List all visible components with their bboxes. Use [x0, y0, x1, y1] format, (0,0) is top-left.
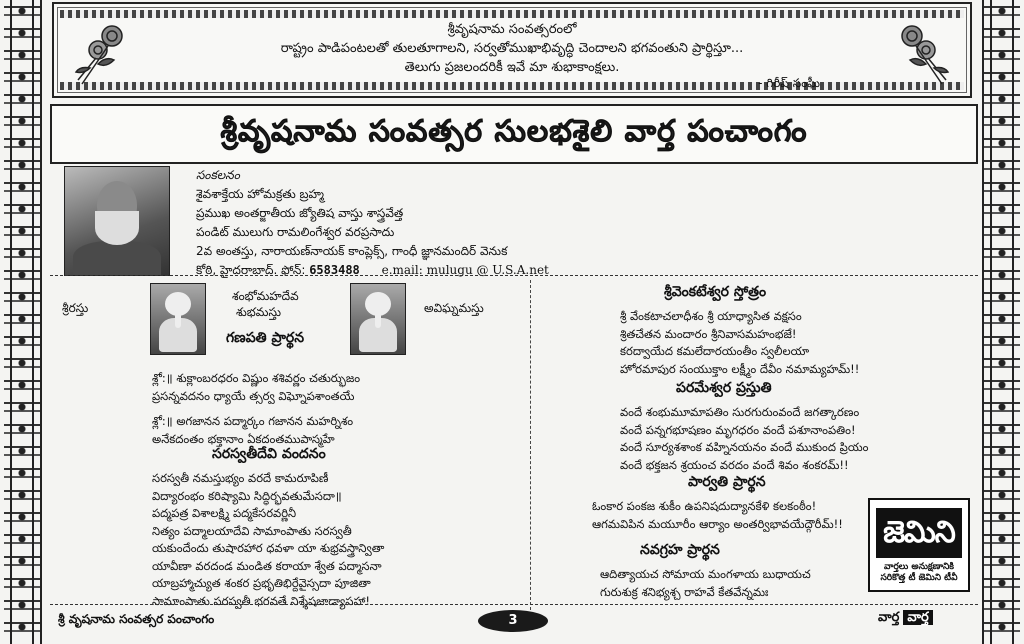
gemini-logo: జెమిని: [876, 508, 962, 558]
phone-number: 6583488: [309, 263, 360, 277]
ganesha-image: [150, 283, 206, 355]
parvati-verses: [592, 498, 843, 533]
verse-line: యాబ్రహ్మాచ్యుత శంకర ప్రభృతిభిర్దేవైస్సదా పూజితా: [152, 576, 371, 590]
author-block: [196, 166, 549, 280]
greeting-banner: [52, 2, 972, 98]
banner-line: శ్రీవృషనామ సంవత్సరంలో: [447, 22, 577, 37]
banner-signature: - గిరీష్ సంఘీ: [758, 76, 820, 90]
footer-divider: [50, 604, 978, 605]
verse-line: కరద్వాయేద కమలేదారయంతీం స్వలీలయా: [620, 344, 810, 358]
subham-text: శుభమస్తు: [236, 305, 282, 319]
author-contact: [196, 261, 549, 280]
verse-line: ఆదిత్యాయచ సోమాయ మంగళాయ బుధాయచ: [600, 567, 811, 581]
srirastu-text: శ్రీరస్తు: [62, 301, 89, 315]
verse-line: ప్రసన్నవదనం ధ్యాయే త్సర్వ విఘ్నోపశాంతయే: [152, 388, 355, 403]
page-number: 3: [478, 610, 548, 632]
verse-line: నిత్యం పద్మాలయాదేవి సామాంపాతు సరస్వతీ: [152, 523, 352, 538]
verse-line: వందే భక్తజన శ్రయంచ వరదం వందే శివం శంకరమ్!!: [620, 457, 849, 472]
subham-text: శంభోమహదేవ: [232, 289, 299, 303]
navagraha-verses: [600, 566, 811, 601]
banner-line: రాష్ట్రం పాడిపంటలతో తులతూగాలని, సర్వతోముఖాభివృద్ధి చెందాలని భగవంతుని ప్రార్థిస్తూ...: [280, 41, 744, 56]
verse-line: విద్యారంభం కరిష్యామి సిద్ధిర్భవతుమేసదా॥: [152, 488, 342, 503]
venkatesa-verses: [620, 308, 859, 378]
verse-line: శ్రితచేతన మందారం శ్రీనివాసమహంభజే!: [620, 326, 797, 341]
email-text: e.mail: mulugu @ U.S.A.net: [381, 263, 549, 277]
ad-tagline: వార్తలు అనుక్షణానికి సరికొత్త టీ జెమిని టీవీ: [880, 562, 958, 583]
author-label: సంకలనం: [196, 168, 240, 182]
banner-text: [154, 20, 870, 77]
ganapati-verses: [152, 370, 360, 448]
verse-line: వందే శంభుమూమాపతిం సురగురుంవందే జగత్కారణం: [620, 405, 860, 419]
verse-line: అనేకదంతం భక్తానాం ఏకదంతముపాస్మహే: [152, 431, 335, 446]
verse-line: సరస్వతీ నమస్తుభ్యం వరదే కామరూపిణీ: [152, 471, 329, 485]
verse-gap: [152, 405, 360, 413]
phone-label: ఫోన్:: [281, 263, 306, 277]
verse-line: వందే సూర్యశశాంక వహ్నినయనం వందే ముకుంద ప్రియం: [620, 440, 869, 454]
masthead-logo: వార్త: [903, 610, 932, 625]
verse-line: శ్లో:॥ అగజానన పద్మార్కం గజానన మహర్నిశం: [152, 414, 354, 428]
parameswara-verses: [620, 404, 868, 474]
left-decorative-border: [4, 0, 42, 644]
rose-flower-icon: [876, 18, 956, 90]
ganapati-heading: గణపతి ప్రార్థన: [226, 330, 305, 346]
saraswati-verses: [152, 470, 384, 610]
masthead-text: వార్త: [878, 610, 900, 625]
parameswara-heading: పరమేశ్వర ప్రస్తుతి: [676, 380, 772, 396]
verse-line: యకుందేందు తుషారహార ధవళా యా శుభ్రవస్త్రాన్వితా: [152, 541, 385, 555]
parvati-heading: పార్వతి ప్రార్థన: [688, 474, 766, 490]
section-divider: [50, 275, 978, 276]
page-title: శ్రీవృషనామ సంవత్సర సులభశైలి వార్త పంచాంగం: [220, 114, 808, 149]
verse-line: శ్రీ వేంకటాచలాధీశం శ్రీ యాధ్యాసిత వక్షసం: [620, 309, 802, 323]
verse-line: యావీణా వరదండ మండిత కరాయా శ్వేత పద్మాసనా: [152, 558, 382, 573]
rose-flower-icon: [68, 18, 148, 90]
banner-line: తెలుగు ప్రజలందరికీ ఇవే మా శుభాకాంక్షలు.: [404, 60, 620, 75]
verse-line: హోరమాపుర సంయుక్తాం లక్ష్మీం దేవీం నమామ్యహమ్!!: [620, 361, 860, 376]
verse-line: వందే పన్నగభూషణం మృగధరం వందే పశూనాంపతిం!: [620, 422, 856, 437]
banner-strip-bottom: [60, 82, 964, 90]
verse-line: ఓంకార పంకజ శుకీం ఉపనిషదుద్యానకేళి కలకంఠీం!: [592, 499, 817, 513]
gemini-advertisement[interactable]: [868, 498, 970, 592]
navagraha-heading: నవగ్రహ ప్రార్థన: [640, 542, 720, 558]
author-line: 2వ అంతస్తు, నారాయణ్‌నాయక్ కాంప్లెక్స్, గాంధీ జ్ఞానమందిర్ వెనుక: [196, 244, 508, 258]
author-line: పండిట్ ములుగు రామలింగేశ్వర వరప్రసాదు: [196, 225, 395, 239]
author-city: కోఠి, హైదరాబాద్.: [196, 263, 278, 277]
saraswati-heading: సరస్వతీదేవి వందనం: [212, 446, 326, 462]
verse-line: గురుశుక్ర శనిభ్యశ్చ రాహవే కేతవేన్నమః: [600, 584, 769, 599]
verse-line: సామాంపాతు సరస్వతీ భగవతే నిశ్శేషజాడ్యాపహా!: [152, 593, 370, 608]
banner-strip-top: [60, 10, 964, 18]
verse-line: పద్మపత్ర విశాలక్ష్మి పద్మకేసరవర్ణినీ: [152, 506, 297, 520]
venkatesa-heading: శ్రీవెంకటేశ్వర స్తోత్రం: [664, 284, 767, 300]
footer-masthead: [878, 610, 933, 628]
author-line: శైవశాక్తేయ హోమక్రతు బ్రహ్మ: [196, 187, 324, 201]
author-photo: [64, 166, 170, 276]
verse-line: ఆగమవిపిన మయూరీం ఆర్యాం అంతర్విభావయేద్గౌరీమ్!!: [592, 516, 843, 531]
ganesha-image: [350, 283, 406, 355]
avighnamastu-text: అవిఘ్నమస్తు: [424, 301, 484, 315]
author-line: ప్రముఖ అంతర్జాతీయ జ్యోతిష వాస్తు శాస్త్రవేత్త: [196, 206, 404, 220]
title-bar: [50, 104, 978, 164]
right-decorative-border: [982, 0, 1020, 644]
verse-line: శ్లో:॥ శుక్లాంబరధరం విష్ణుం శశివర్ణం చతుర్భుజం: [152, 371, 361, 385]
footer-title: శ్రీ వృషనామ సంవత్సర పంచాంగం: [58, 612, 215, 626]
column-divider: [530, 280, 531, 610]
